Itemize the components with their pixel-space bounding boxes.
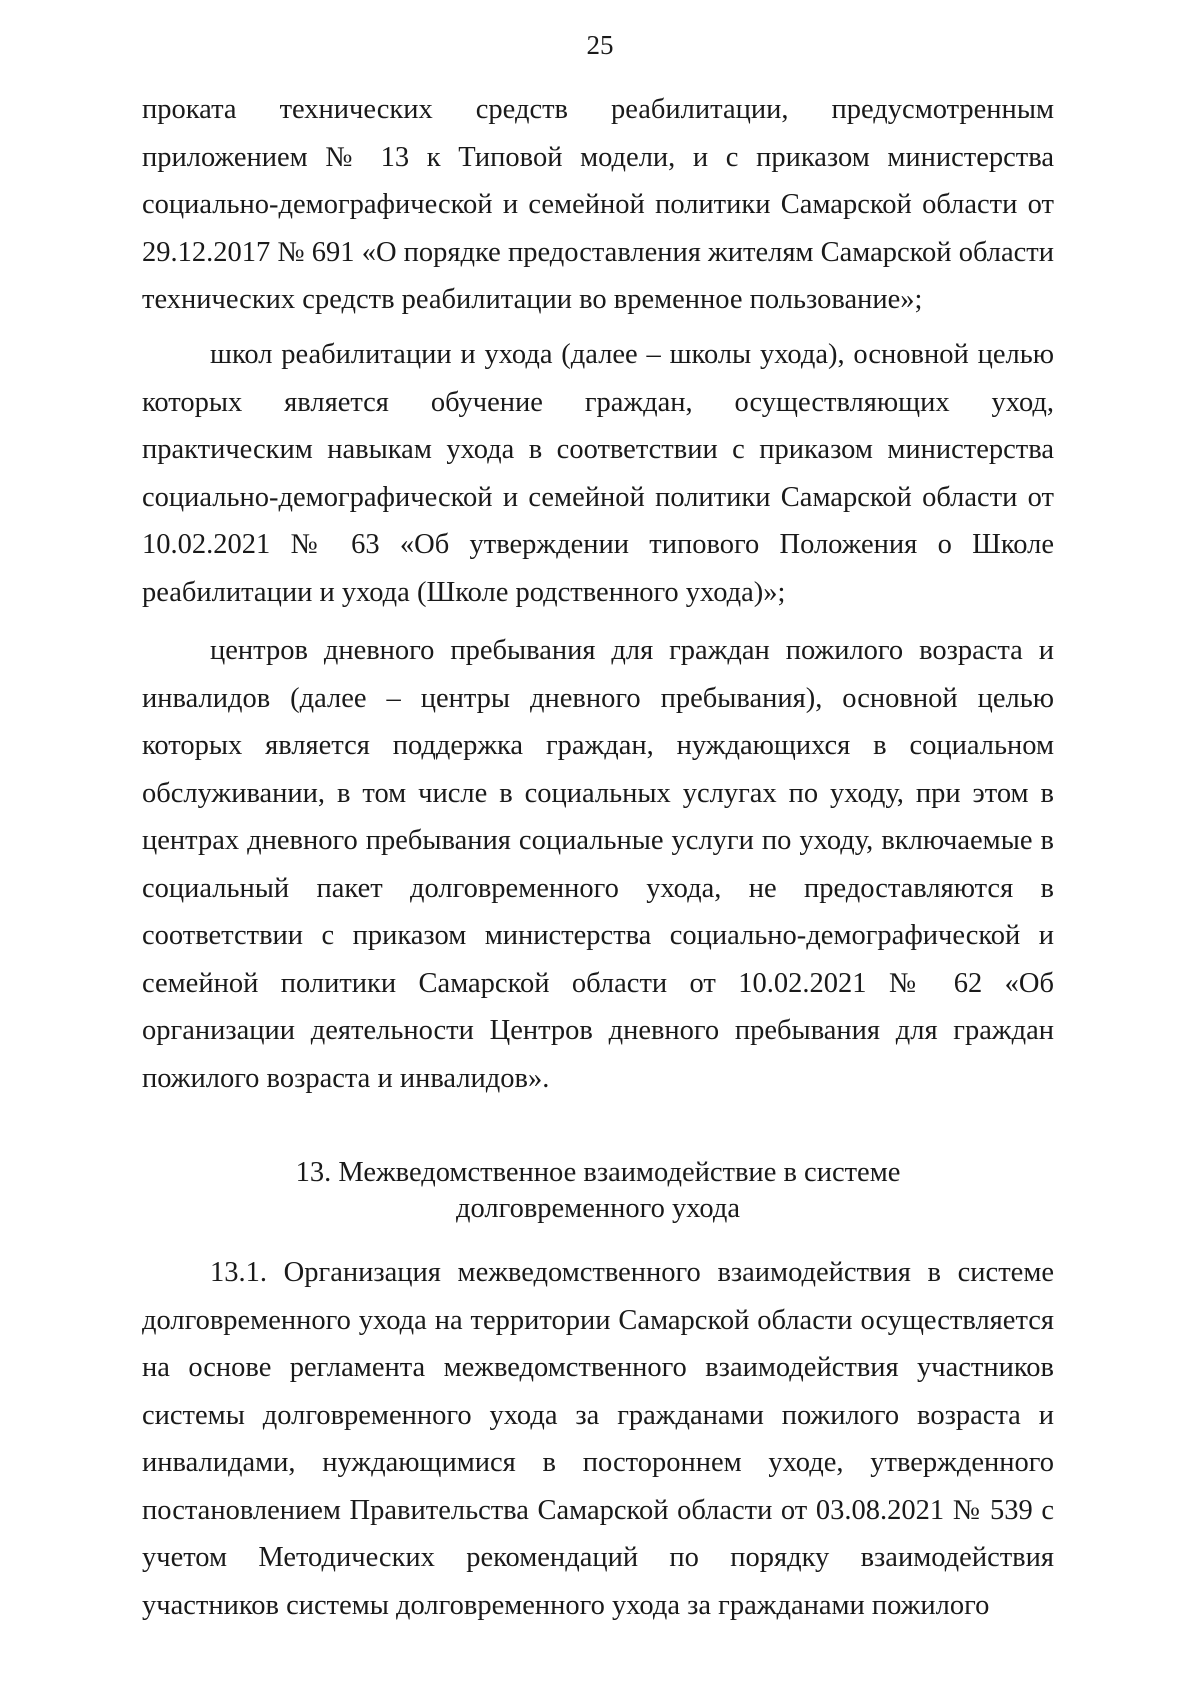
page-number: 25 [586, 30, 614, 60]
paragraph-care-schools: школ реабилитации и ухода (далее – школы ухода), основной целью которых является обучение граждан, осуществляющих уход, практическим навыкам ухода в соответствии с приказом министерства социально-демографической и семейной политики Самарской области от 10.02.2021 № 63 «Об утверждении типового Положения о Школе реабилитации и ухода (Школе родственного ухода)»; [142, 339, 1054, 608]
section-heading [142, 1155, 1054, 1227]
section-heading-line-1: 13. Межведомственное взаимодействие в системе [295, 1157, 901, 1188]
paragraph-day-centers: центров дневного пребывания для граждан пожилого возраста и инвалидов (далее – центры дневного пребывания), основной целью которых является поддержка граждан, нуждающихся в социальном обслуживании, в том числе в социальных услугах по уходу, при этом в центрах дневного пребывания социальные услуги по уходу, включаемые в социальный пакет долговременного ухода, не предоставляются в соответствии с приказом министерства социально-демографической и семейной политики Самарской области от 10.02.2021 № 62 «Об организации деятельности Центров дневного пребывания для граждан пожилого возраста и инвалидов». [142, 635, 1054, 1094]
paragraph-13-1: 13.1. Организация межведомственного взаимодействия в системе долговременного ухода на территории Самарской области осуществляется на основе регламента межведомственного взаимодействия участников системы долговременного ухода за гражданами пожилого возраста и инвалидами, нуждающимися в постороннем уходе, утвержденного постановлением Правительства Самарской области от 03.08.2021 № 539 с учетом Методических рекомендаций по порядку взаимодействия участников системы долговременного ухода за гражданами пожилого [142, 1257, 1054, 1621]
paragraph-rehabilitation-rental: проката технических средств реабилитации, предусмотренным приложением № 13 к Типовой модели, и с приказом министерства социально-демографической и семейной политики Самарской области от 29.12.2017 № 691 «О порядке предоставления жителям Самарской области технических средств реабилитации во временное пользование»; [142, 94, 1054, 315]
section-heading-line-2: долговременного ухода [456, 1193, 740, 1224]
